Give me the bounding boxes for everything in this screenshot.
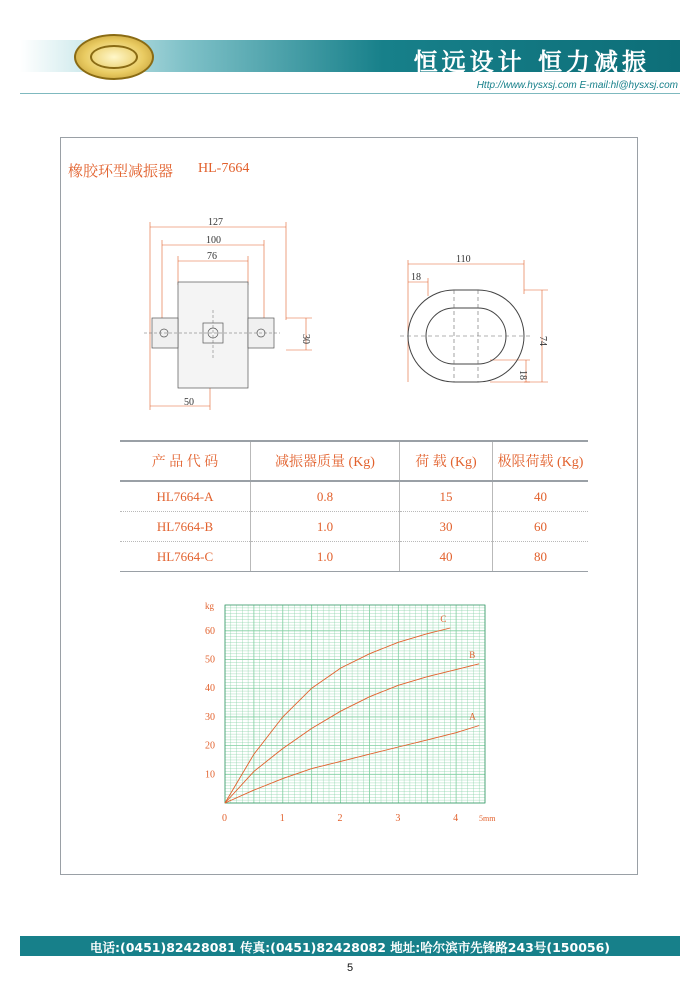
dim-100: 100 bbox=[206, 235, 221, 246]
x-tick-label: 1 bbox=[279, 813, 285, 824]
header-website: Http://www.hysxsj.com E-mail:hl@hysxsj.com bbox=[476, 80, 678, 91]
series-A-label: A bbox=[469, 711, 476, 722]
cell-mass: 1.0 bbox=[251, 542, 400, 572]
x-tick-label: 2 bbox=[337, 813, 343, 824]
table-row bbox=[120, 481, 588, 512]
dim-74: 74 bbox=[537, 336, 548, 346]
cell-code: HL7664-A bbox=[120, 481, 251, 512]
spec-table bbox=[120, 440, 588, 572]
page-number: 5 bbox=[346, 962, 354, 974]
table-row bbox=[120, 512, 588, 542]
y-tick-label: 20 bbox=[205, 740, 215, 752]
footer-band bbox=[20, 936, 680, 956]
cell-load: 40 bbox=[400, 542, 493, 572]
y-tick-label: 60 bbox=[205, 625, 215, 637]
front-view-drawing bbox=[140, 210, 330, 420]
y-tick-label: 50 bbox=[205, 654, 215, 666]
footer-contact: 电话:(0451)82428081 传真:(0451)82428082 地址:哈尔滨市先锋路243号(150056) bbox=[90, 940, 610, 955]
series-B-label: B bbox=[469, 649, 476, 660]
load-deflection-chart bbox=[195, 595, 515, 835]
col-header-mass: 减振器质量 (Kg) bbox=[251, 441, 400, 481]
x-axis-label: 5mm bbox=[479, 814, 496, 823]
dim-30: 30 bbox=[300, 334, 311, 344]
col-header-load: 荷 载 (Kg) bbox=[400, 441, 493, 481]
header-divider bbox=[20, 93, 680, 94]
side-view-drawing bbox=[400, 250, 560, 400]
cell-max-load: 40 bbox=[493, 481, 589, 512]
cell-max-load: 60 bbox=[493, 512, 589, 542]
cell-mass: 1.0 bbox=[251, 512, 400, 542]
dim-50: 50 bbox=[184, 397, 194, 408]
y-tick-label: 40 bbox=[205, 683, 215, 695]
dim-18-top: 18 bbox=[411, 272, 421, 283]
product-model: HL-7664 bbox=[198, 161, 250, 176]
col-header-code: 产 品 代 码 bbox=[120, 441, 251, 481]
x-tick-label: 4 bbox=[453, 813, 459, 824]
series-C-line bbox=[225, 628, 450, 803]
spec-table-header-row bbox=[120, 441, 588, 481]
dim-110: 110 bbox=[456, 254, 471, 265]
y-tick-label: 10 bbox=[205, 769, 215, 781]
cell-code: HL7664-C bbox=[120, 542, 251, 572]
cell-mass: 0.8 bbox=[251, 481, 400, 512]
y-axis-label: kg bbox=[205, 601, 214, 611]
cell-code: HL7664-B bbox=[120, 512, 251, 542]
header-slogan: 恒远设计 恒力减振 bbox=[413, 48, 650, 76]
x-tick-label: 3 bbox=[395, 813, 401, 824]
dim-18-bottom: 18 bbox=[517, 370, 528, 380]
series-C-label: C bbox=[440, 613, 447, 624]
y-tick-label: 30 bbox=[205, 711, 215, 723]
cell-max-load: 80 bbox=[493, 542, 589, 572]
product-name: 橡胶环型减振器 bbox=[68, 162, 174, 180]
x-tick-label: 0 bbox=[222, 813, 227, 824]
table-row bbox=[120, 542, 588, 572]
company-logo-icon bbox=[74, 34, 154, 80]
dim-76: 76 bbox=[207, 251, 217, 262]
cell-load: 15 bbox=[400, 481, 493, 512]
dim-127: 127 bbox=[208, 217, 223, 228]
cell-load: 30 bbox=[400, 512, 493, 542]
col-header-max-load: 极限荷载 (Kg) bbox=[493, 441, 589, 481]
